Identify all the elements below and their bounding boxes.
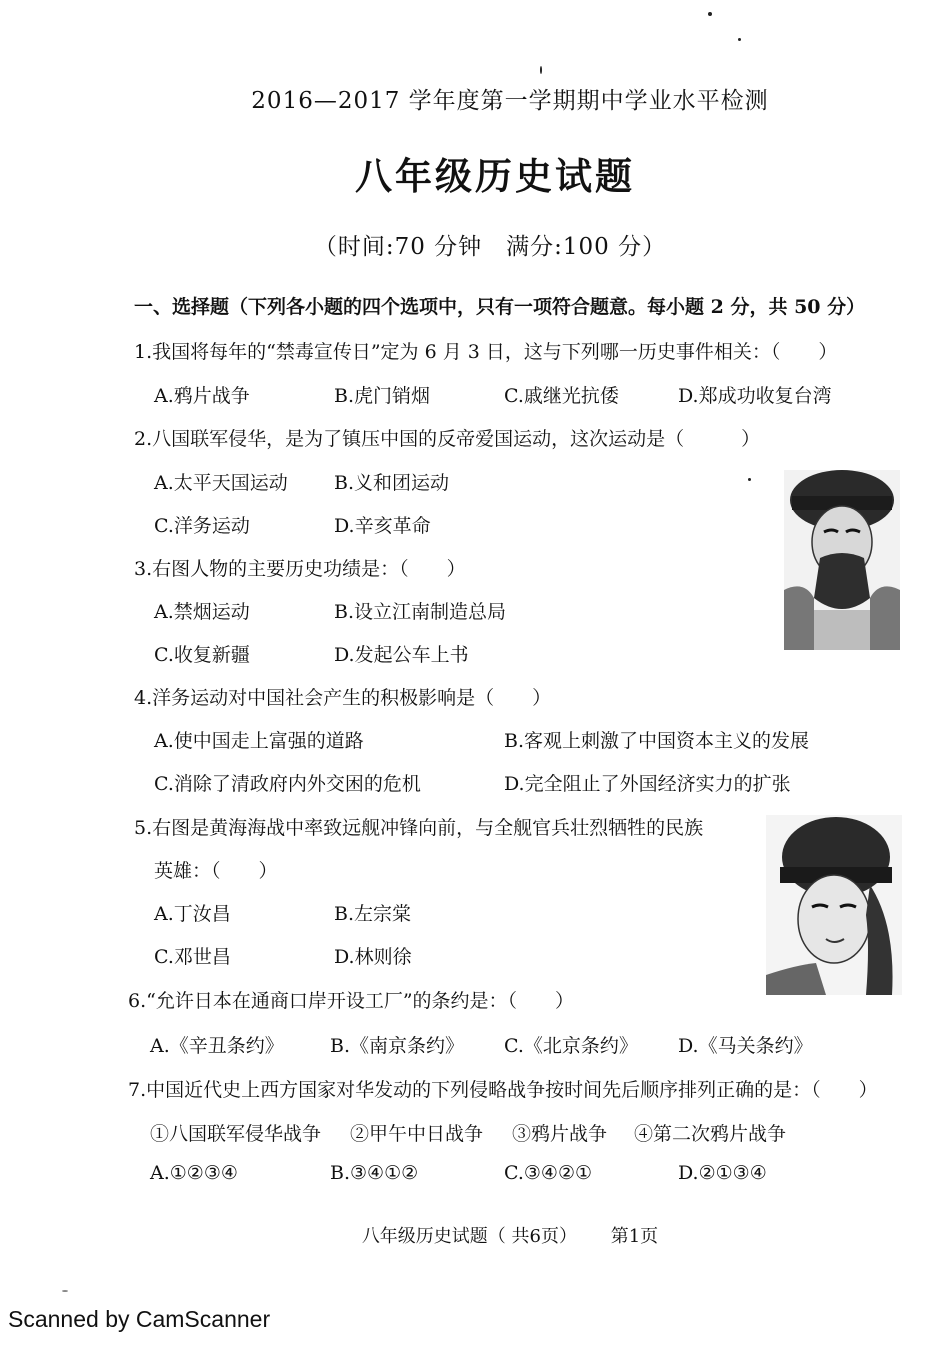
- question-4-option-c: C.消除了清政府内外交困的危机: [154, 773, 421, 795]
- footer-page-number: 第1页: [610, 1226, 659, 1247]
- question-4-option-b: B.客观上刺激了中国资本主义的发展: [504, 730, 810, 752]
- question-3-option-c: C.收复新疆: [154, 644, 250, 666]
- question-7-option-a: A.①②③④: [150, 1162, 238, 1184]
- portrait-zuo-zongtang-image: [784, 470, 900, 650]
- question-6-option-a: A.《辛丑条约》: [150, 1035, 284, 1057]
- question-2-option-b: B.义和团运动: [334, 472, 450, 494]
- question-6-stem: 6.“允许日本在通商口岸开设工厂”的条约是：（ ）: [128, 990, 575, 1012]
- question-2-option-d: D.辛亥革命: [334, 515, 431, 537]
- question-7-event-3: ③鸦片战争: [512, 1123, 608, 1145]
- question-4-option-a: A.使中国走上富强的道路: [154, 730, 364, 752]
- scan-speck: [708, 12, 712, 16]
- question-7-event-1: ①八国联军侵华战争: [150, 1123, 322, 1145]
- scan-speck: [738, 38, 741, 41]
- question-7-event-4: ④第二次鸦片战争: [634, 1123, 787, 1145]
- question-7-stem: 7.中国近代史上西方国家对华发动的下列侵略战争按时间先后顺序排列正确的是：（ ）: [128, 1079, 878, 1101]
- question-3-stem: 3.右图人物的主要历史功绩是：（ ）: [134, 558, 466, 580]
- question-7-option-c: C.③④②①: [504, 1162, 593, 1184]
- exam-header: 2016—2017 学年度第一学期期中学业水平检测: [251, 88, 769, 114]
- question-4-option-d: D.完全阻止了外国经济实力的扩张: [504, 773, 791, 795]
- scan-speck: [540, 66, 542, 74]
- question-3-option-d: D.发起公车上书: [334, 644, 469, 666]
- exam-title: 八年级历史试题: [355, 154, 635, 198]
- scanner-watermark: Scanned by CamScanner: [8, 1306, 271, 1332]
- question-5-option-c: C.邓世昌: [154, 946, 231, 968]
- scan-speck: [62, 1290, 68, 1292]
- section-heading: 一、选择题（下列各小题的四个选项中，只有一项符合题意。每小题 2 分，共 50 分）: [134, 296, 866, 318]
- question-1-option-d: D.郑成功收复台湾: [678, 385, 832, 407]
- question-5-option-b: B.左宗棠: [334, 903, 412, 925]
- scan-speck: [748, 478, 751, 481]
- question-1-option-c: C.戚继光抗倭: [504, 385, 619, 407]
- question-2-option-a: A.太平天国运动: [154, 472, 288, 494]
- question-5-stem-continued: 英雄：（ ）: [154, 860, 278, 882]
- question-6-option-c: C.《北京条约》: [504, 1035, 638, 1057]
- question-3-option-b: B.设立江南制造总局: [334, 601, 507, 623]
- question-4-stem: 4.洋务运动对中国社会产生的积极影响是（ ）: [134, 687, 552, 709]
- question-7-option-d: D.②①③④: [678, 1162, 767, 1184]
- question-1-option-b: B.虎门销烟: [334, 385, 431, 407]
- page-footer: [0, 1222, 950, 1248]
- question-2-stem: 2.八国联军侵华，是为了镇压中国的反帝爱国运动，这次运动是（ ）: [134, 428, 761, 450]
- portrait-deng-shichang-image: [766, 815, 902, 995]
- question-6-option-b: B.《南京条约》: [330, 1035, 465, 1057]
- question-5-option-a: A.丁汝昌: [154, 903, 231, 925]
- question-3-option-a: A.禁烟运动: [154, 601, 250, 623]
- question-5-stem: 5.右图是黄海海战中率致远舰冲锋向前，与全舰官兵壮烈牺牲的民族: [134, 817, 704, 839]
- question-5-option-d: D.林则徐: [334, 946, 412, 968]
- question-1-option-a: A.鸦片战争: [154, 385, 250, 407]
- question-2-option-c: C.洋务运动: [154, 515, 250, 537]
- question-7-option-b: B.③④①②: [330, 1162, 419, 1184]
- question-6-option-d: D.《马关条约》: [678, 1035, 813, 1057]
- exam-time-info: （时间:70 分钟 满分:100 分）: [313, 234, 667, 260]
- question-7-event-2: ②甲午中日战争: [350, 1123, 484, 1145]
- footer-label: 八年级历史试题（ 共6页）: [361, 1226, 577, 1247]
- question-1-stem: 1.我国将每年的“禁毒宣传日”定为 6 月 3 日，这与下列哪一历史事件相关：（ ）: [134, 341, 838, 363]
